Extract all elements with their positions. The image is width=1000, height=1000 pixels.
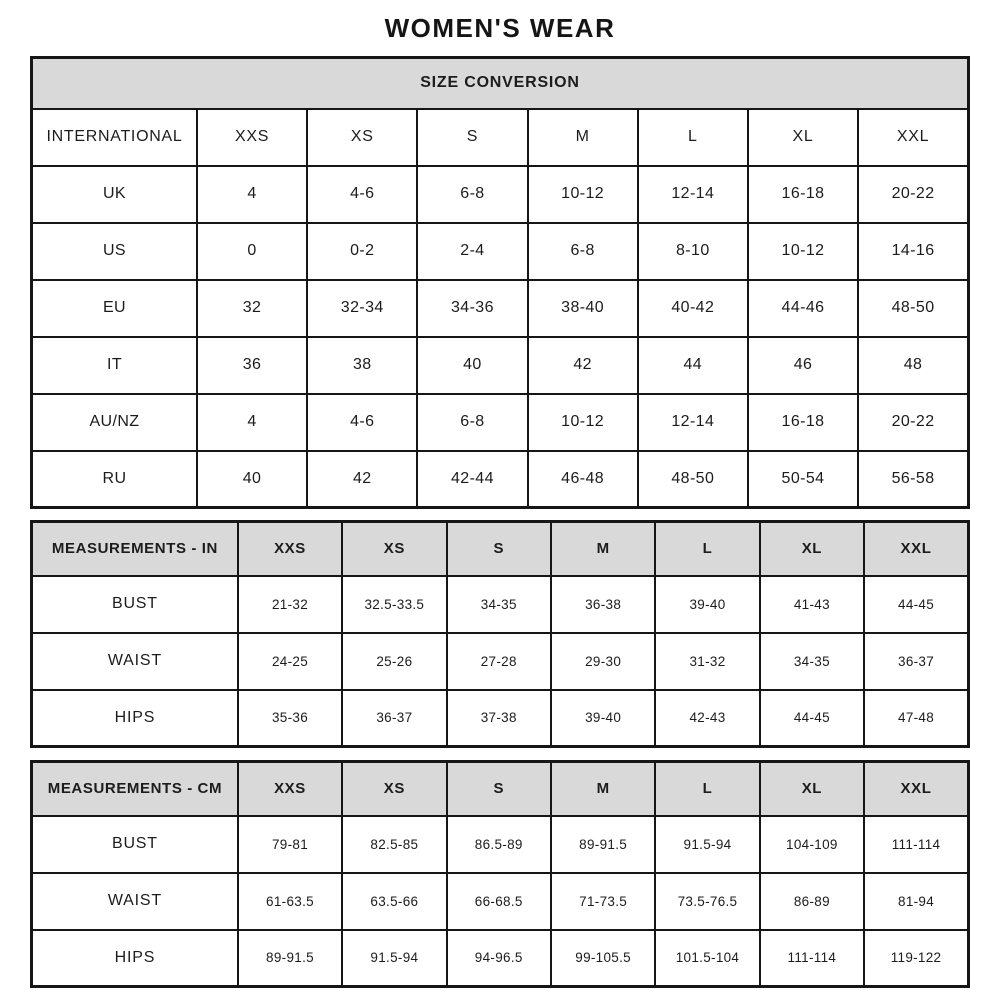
value-cell: 86-89 [760,873,864,930]
value-cell: 27-28 [447,633,551,690]
value-cell: 91.5-94 [342,930,446,987]
header-row [32,762,969,816]
row-label: WAIST [32,873,238,930]
row-label: UK [32,166,197,223]
value-cell: 29-30 [551,633,655,690]
page-title: WOMEN'S WEAR [384,13,616,43]
value-cell: 34-36 [417,280,527,337]
row-label: WAIST [32,633,238,690]
value-cell: 119-122 [864,930,968,987]
value-cell: 0 [197,223,307,280]
header-cell: XXL [864,522,968,576]
value-cell: 32 [197,280,307,337]
header-cell: XXL [864,762,968,816]
value-cell: 34-35 [760,633,864,690]
value-cell: 44-45 [864,576,968,633]
header-cell: L [655,762,759,816]
measurements-in-table [30,520,970,748]
value-cell: 40-42 [638,280,748,337]
value-cell: 39-40 [655,576,759,633]
header-cell: S [447,522,551,576]
value-cell: 44 [638,337,748,394]
size-conversion-table [30,56,970,509]
header-cell: XS [342,762,446,816]
value-cell: 34-35 [447,576,551,633]
value-cell: 40 [417,337,527,394]
value-cell: 20-22 [858,394,968,451]
header-cell: XL [748,109,858,166]
row-label: BUST [32,816,238,873]
value-cell: 91.5-94 [655,816,759,873]
value-cell: 48 [858,337,968,394]
value-cell: 101.5-104 [655,930,759,987]
value-cell: 32.5-33.5 [342,576,446,633]
value-cell: 104-109 [760,816,864,873]
value-cell: 44-46 [748,280,858,337]
table-row [32,873,969,930]
header-cell: M [551,522,655,576]
header-cell: XL [760,762,864,816]
measurements-cm-table [30,760,970,988]
value-cell: 16-18 [748,166,858,223]
value-cell: 46-48 [528,451,638,508]
value-cell: 73.5-76.5 [655,873,759,930]
table-row [32,816,969,873]
value-cell: 12-14 [638,166,748,223]
value-cell: 39-40 [551,690,655,747]
value-cell: 31-32 [655,633,759,690]
value-cell: 4 [197,394,307,451]
header-cell: M [551,762,655,816]
value-cell: 10-12 [528,166,638,223]
value-cell: 48-50 [858,280,968,337]
value-cell: 36-38 [551,576,655,633]
row-label: IT [32,337,197,394]
value-cell: 42-43 [655,690,759,747]
row-label: AU/NZ [32,394,197,451]
value-cell: 42 [528,337,638,394]
table-row [32,576,969,633]
value-cell: 4-6 [307,394,417,451]
header-cell: XXS [238,762,342,816]
header-cell: XXS [238,522,342,576]
value-cell: 94-96.5 [447,930,551,987]
header-cell: XXS [197,109,307,166]
value-cell: 63.5-66 [342,873,446,930]
value-cell: 16-18 [748,394,858,451]
value-cell: 42 [307,451,417,508]
value-cell: 99-105.5 [551,930,655,987]
value-cell: 89-91.5 [238,930,342,987]
value-cell: 37-38 [447,690,551,747]
table-caption-row [32,58,969,109]
value-cell: 50-54 [748,451,858,508]
header-cell: XS [307,109,417,166]
value-cell: 24-25 [238,633,342,690]
value-cell: 89-91.5 [551,816,655,873]
header-cell: S [447,762,551,816]
value-cell: 14-16 [858,223,968,280]
header-row [32,522,969,576]
value-cell: 2-4 [417,223,527,280]
value-cell: 21-32 [238,576,342,633]
value-cell: 8-10 [638,223,748,280]
value-cell: 41-43 [760,576,864,633]
table-row [32,930,969,987]
value-cell: 71-73.5 [551,873,655,930]
table-row [32,451,969,508]
value-cell: 56-58 [858,451,968,508]
header-row [32,109,969,166]
value-cell: 47-48 [864,690,968,747]
value-cell: 20-22 [858,166,968,223]
value-cell: 6-8 [417,394,527,451]
table-row [32,337,969,394]
value-cell: 10-12 [748,223,858,280]
table-row [32,280,969,337]
header-cell: S [417,109,527,166]
value-cell: 6-8 [417,166,527,223]
header-cell: XXL [858,109,968,166]
value-cell: 35-36 [238,690,342,747]
table-row [32,166,969,223]
value-cell: 0-2 [307,223,417,280]
value-cell: 111-114 [864,816,968,873]
row-label: HIPS [32,690,238,747]
value-cell: 36-37 [864,633,968,690]
value-cell: 81-94 [864,873,968,930]
value-cell: 6-8 [528,223,638,280]
value-cell: 42-44 [417,451,527,508]
row-label: RU [32,451,197,508]
row-label: HIPS [32,930,238,987]
value-cell: 48-50 [638,451,748,508]
value-cell: 25-26 [342,633,446,690]
header-cell: INTERNATIONAL [32,109,197,166]
header-cell: L [638,109,748,166]
table-row [32,690,969,747]
value-cell: 36-37 [342,690,446,747]
value-cell: 40 [197,451,307,508]
table-row [32,633,969,690]
value-cell: 86.5-89 [447,816,551,873]
value-cell: 4-6 [307,166,417,223]
value-cell: 46 [748,337,858,394]
header-cell: L [655,522,759,576]
value-cell: 79-81 [238,816,342,873]
row-label: US [32,223,197,280]
value-cell: 4 [197,166,307,223]
value-cell: 61-63.5 [238,873,342,930]
value-cell: 82.5-85 [342,816,446,873]
header-cell: XL [760,522,864,576]
row-label: EU [32,280,197,337]
header-cell: MEASUREMENTS - IN [32,522,238,576]
value-cell: 32-34 [307,280,417,337]
header-cell: MEASUREMENTS - CM [32,762,238,816]
value-cell: 36 [197,337,307,394]
value-cell: 66-68.5 [447,873,551,930]
value-cell: 38 [307,337,417,394]
row-label: BUST [32,576,238,633]
table-row [32,223,969,280]
header-cell: M [528,109,638,166]
table-caption: SIZE CONVERSION [32,58,969,109]
value-cell: 111-114 [760,930,864,987]
value-cell: 12-14 [638,394,748,451]
value-cell: 44-45 [760,690,864,747]
value-cell: 10-12 [528,394,638,451]
value-cell: 38-40 [528,280,638,337]
header-cell: XS [342,522,446,576]
table-row [32,394,969,451]
